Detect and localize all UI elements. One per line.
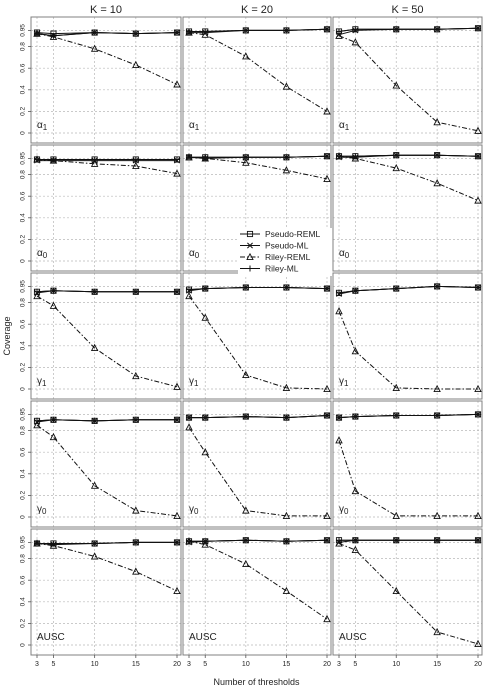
legend-label: Pseudo-ML — [265, 240, 309, 251]
y-tick-label: 0.4 — [19, 213, 27, 223]
legend-label: Riley-ML — [265, 263, 299, 274]
y-tick-label: 0.95 — [19, 536, 27, 549]
row-label-symbol: γ — [339, 504, 344, 515]
row-label-subscript: 1 — [194, 379, 199, 388]
row-label-subscript: 0 — [194, 507, 199, 516]
x-tick-label: 20 — [173, 661, 181, 668]
legend-label: Pseudo-REML — [265, 229, 321, 239]
column-header: K = 10 — [89, 4, 123, 16]
y-tick-label: 0.2 — [19, 106, 27, 116]
y-tick-label: 0.95 — [19, 24, 27, 37]
y-tick-label: 0.2 — [19, 362, 27, 372]
y-tick-label: 0.8 — [19, 554, 27, 564]
row-label-symbol: γ — [339, 376, 344, 387]
y-tick-label: 0.4 — [19, 85, 27, 95]
panel-background — [31, 145, 181, 271]
column-header: K = 50 — [391, 4, 424, 16]
row-label-subscript: 1 — [344, 379, 349, 388]
x-tick-label: 5 — [353, 661, 358, 668]
x-tick-label: 3 — [35, 661, 39, 668]
y-tick-label: 0.8 — [19, 426, 27, 436]
y-tick-label: 0.8 — [19, 298, 27, 308]
x-tick-label: 3 — [337, 661, 341, 668]
y-tick-label: 0.6 — [19, 63, 27, 73]
x-tick-label: 5 — [51, 661, 56, 668]
row-label-symbol: γ — [189, 376, 194, 387]
y-tick-label: 0.4 — [19, 341, 27, 351]
x-tick-label: 3 — [187, 661, 191, 668]
row-label-symbol: γ — [37, 504, 42, 515]
panel-background — [333, 145, 482, 271]
row-label-symbol: γ — [37, 376, 42, 387]
row-label-subscript: 1 — [194, 123, 200, 132]
panel-background — [183, 17, 331, 143]
x-tick-label: 15 — [131, 661, 140, 668]
row-label-symbol: γ — [189, 504, 194, 515]
row-label-subscript: 0 — [42, 251, 48, 260]
x-tick-label: 20 — [323, 661, 331, 668]
row-label-subscript: 0 — [42, 507, 47, 516]
row-label: AUSC — [189, 632, 217, 643]
y-tick-label: 0.2 — [19, 490, 27, 500]
y-tick-label: 0.95 — [19, 152, 27, 165]
row-label-subscript: 1 — [344, 123, 350, 132]
y-tick-label: 0.8 — [19, 42, 27, 52]
y-tick-label: 0.95 — [19, 408, 27, 421]
y-tick-label: 0.6 — [19, 447, 27, 457]
row-label-subscript: 1 — [42, 379, 47, 388]
x-axis-title: Number of thresholds — [213, 677, 300, 687]
y-tick-label: 0.4 — [19, 597, 27, 607]
x-tick-label: 15 — [433, 661, 442, 668]
x-tick-label: 10 — [241, 661, 250, 668]
row-label-subscript: 0 — [344, 251, 350, 260]
panel-background — [183, 273, 331, 399]
row-label-subscript: 1 — [42, 123, 48, 132]
row-label-symbol: α — [189, 248, 195, 259]
y-tick-label: 0 — [19, 387, 27, 391]
panel-background — [333, 401, 482, 527]
row-label-symbol: α — [37, 120, 43, 131]
y-tick-label: 0.95 — [19, 280, 27, 293]
y-tick-label: 0.6 — [19, 575, 27, 585]
x-tick-label: 10 — [392, 661, 401, 668]
y-tick-label: 0.6 — [19, 319, 27, 329]
row-label-subscript: 0 — [344, 507, 349, 516]
panel-background — [333, 17, 482, 143]
y-tick-label: 0.2 — [19, 234, 27, 244]
row-label: AUSC — [339, 632, 367, 643]
y-tick-label: 0 — [19, 643, 27, 647]
x-tick-label: 10 — [90, 661, 99, 668]
row-label-symbol: α — [37, 248, 43, 259]
y-tick-label: 0 — [19, 515, 27, 519]
legend-label: Riley-REML — [265, 252, 311, 262]
row-label: AUSC — [37, 632, 65, 643]
column-header: K = 20 — [240, 4, 274, 16]
y-tick-label: 0 — [19, 131, 27, 135]
x-tick-label: 20 — [474, 661, 482, 668]
row-label-symbol: α — [339, 120, 345, 131]
row-label-symbol: α — [189, 120, 195, 131]
y-axis-title: Coverage — [2, 316, 12, 356]
row-label-symbol: α — [339, 248, 345, 259]
x-tick-label: 15 — [282, 661, 291, 668]
y-tick-label: 0.6 — [19, 191, 27, 201]
x-tick-label: 5 — [203, 661, 208, 668]
y-tick-label: 0.2 — [19, 618, 27, 628]
y-tick-label: 0.8 — [19, 170, 27, 180]
row-label-subscript: 0 — [194, 251, 200, 260]
y-tick-label: 0 — [19, 259, 27, 263]
y-tick-label: 0.4 — [19, 469, 27, 479]
